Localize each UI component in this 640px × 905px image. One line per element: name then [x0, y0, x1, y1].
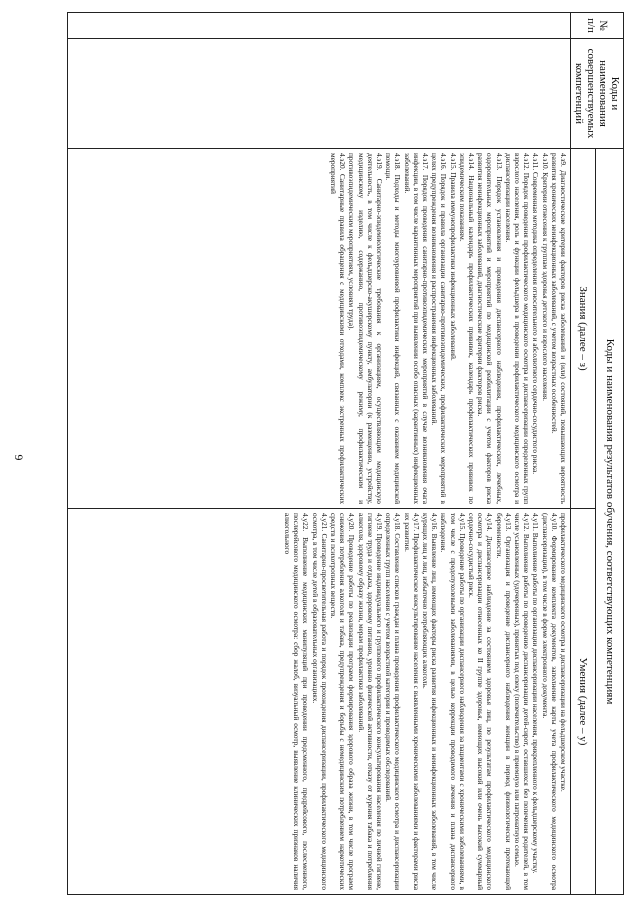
knowledge-item: 4.з11. Современная методика определения относительного и абсолютного сердечно-сосудистого риска.: [531, 153, 541, 475]
knowledge-item: 4.з14. Национальный календарь профилактических прививок, календарь профилактических прививок по эпидемическим показаниям.: [457, 153, 476, 504]
header-number: № п/п: [571, 13, 624, 39]
skills-item: 4.у12. Выполнение работы по проведению диспансеризации детей-сирот, оставшихся без попечения родителей, в том числе усыновленных (удочеренных), принятых под опеку (попечительство) в приемную или патронатную семью.: [512, 513, 532, 890]
knowledge-item: 4.з20. Санитарные правила обращения с медицинскими отходами, комплекс экстренных профилактических мероприятий: [328, 153, 348, 504]
competencies-table: [67, 12, 624, 895]
knowledge-item: 4.з17. Порядок проведения санитарно-противоэпидемических мероприятий в случае возникновения очага инфекции, в том числе карантинных мероприятий при выявлении особо опасных (карантинных) инфекционных заболеваний.: [402, 153, 430, 504]
knowledge-list: [70, 153, 568, 504]
skills-item: 4.у18. Составление списков граждан и плана проведения профилактического медицинского осмотра и диспансеризации определенных групп населения с учетом возрастной категории и проводимых обследований.: [384, 513, 403, 890]
knowledge-item: 4.з16. Порядок и правила организации санитарно-противоэпидемических, профилактических мероприятий в целях предупреждения возникновения и распространения инфекционных заболеваний.: [430, 153, 449, 504]
knowledge-item: 4.з15. Правила иммунопрофилактики инфекционных заболеваний.: [448, 153, 458, 361]
skills-item: 4.у10. Формирование комплекта документов, заполнение карты учета профилактического медицинского осмотра (диспансеризации), в том числе в форме электронного документа.: [540, 513, 559, 890]
knowledge-item: 4.з10. Критерии отнесения к группам здоровья детского и взрослого населения.: [540, 153, 550, 401]
skills-item: 4.у20. Проведение работы по реализации программ формирования здорового образа жизни, в том числе программ снижения потребления алкоголя и табака, предупреждения и борьбы с немедицинским потреблением наркотических средств и психотропных веществ.: [328, 513, 357, 890]
skills-item: 4.у16. Выявление лиц, имеющих факторы риска развития инфекционных и неинфекционных заболеваний, в том числе курящих лиц и лиц, избыточно потребляющих алкоголь.: [420, 513, 440, 890]
skills-item: 4.у21. Санитарно-просветительная работа и порядок прохождения диспансеризации, профилактического медицинского осмотра, в том числе детей в образовательных организациях.: [310, 513, 329, 890]
cell-number: [68, 13, 571, 39]
header-knowledge: Знания (далее – з): [571, 149, 596, 509]
header-learning-results: Коды и наименования результатов обучения, соответствующих компетенциям: [596, 149, 624, 895]
cell-competency: [68, 39, 571, 149]
skills-item: профилактического медицинского осмотра и диспансеризации на фельдшерском участке.: [559, 513, 568, 792]
skills-item: 4.у15. Проведение работы по организации диспансерного наблюдения за пациентами с хроническими заболеваниями, в том числе с предопухолевыми заболеваниями, в целью коррекции проводимого лечения и плана диспансерного наблюдения.: [439, 513, 467, 890]
knowledge-item: 4.з13. Порядок установления и проведения диспансерного наблюдения, профилактических, лечебных, оздоровительных мероприятий и мероприятий по медицинской реабилитации с учетом факторов риска развития неинфекционных заболеваний, диагностические критерии факторов риска.: [476, 153, 504, 504]
skills-item: 4.у19. Проведение индивидуального и группового профилактического консультирования населения по личной гигиене, гигиене труда и отдыха, здоровому питанию, уровню физической активности, отказу от курения табака и потребления алкоголя, здоровому образу жизни, мерам профилактики заболеваний.: [356, 513, 384, 890]
cell-knowledge: [68, 149, 571, 509]
page-number: 6: [11, 454, 26, 461]
header-competency-codes: Коды и наименования совершенствуемых компетенций: [571, 39, 624, 149]
knowledge-item: 4.з19. Санитарно-эпидемиологические требования к организациям, осуществляющим медицинскую деятельность, в том числе к фельдшерско-акушерскому пункту, амбулатории (к размещению, устройству, медицинскому изделию, содержанию, противоэпидемическому режиму, профилактическим и противоэпидемическим мероприятиям, условиям труда).: [347, 153, 384, 504]
knowledge-item: 4.з18. Подходы и методы многоуровневой профилактики инфекций, связанных с оказанием медицинской помощи.: [384, 153, 403, 504]
skills-item: 4.у11. Выполнение работы по организации диспансеризации населения, прикрепленного к фельдшерскому участку.: [531, 513, 541, 874]
skills-item: 4.у13. Организация и проведение диспансерного наблюдения женщин в период физиологически протекающей беременности.: [494, 513, 513, 890]
cell-skills: [68, 509, 571, 895]
skills-item: 4.у22. Выполнение медицинских манипуляций при проведении предсменного, предрейсового, послесменного, послерейсового медицинского осмотра: сбор жалоб, визуальный осмотр, выявление клинических признаков наличия алкогольного: [282, 513, 311, 890]
skills-item: 4.у14. Диспансерное наблюдение за состоянием здоровья лиц, по результатам профилактического медицинского осмотра и диспансеризации отнесенных ко II группе здоровья, имеющих высокий или очень высокий суммарный сердечно-сосудистый риск.: [466, 513, 495, 890]
skills-list: [70, 513, 568, 890]
skills-item: 4.у17. Профилактическое консультирование населения с выявленными хроническими заболеваниями и факторами риска их развития.: [402, 513, 421, 890]
rotated-table-container: [74, 12, 624, 895]
header-skills: Умения (далее – у): [571, 509, 596, 895]
knowledge-item: 4.з9. Диагностические критерии факторов риска заболеваний и (или) состояний, повышающих вероятность развития хронических неинфекционных заболеваний, с учетом возрастных особенностей.: [549, 153, 568, 504]
knowledge-item: 4.з12. Порядок проведения профилактического медицинского осмотра и диспансеризации определенных групп взрослого населения, роль и функции фельдшера в проведении профилактического медицинского осмотра и диспансеризации населения.: [503, 153, 532, 504]
